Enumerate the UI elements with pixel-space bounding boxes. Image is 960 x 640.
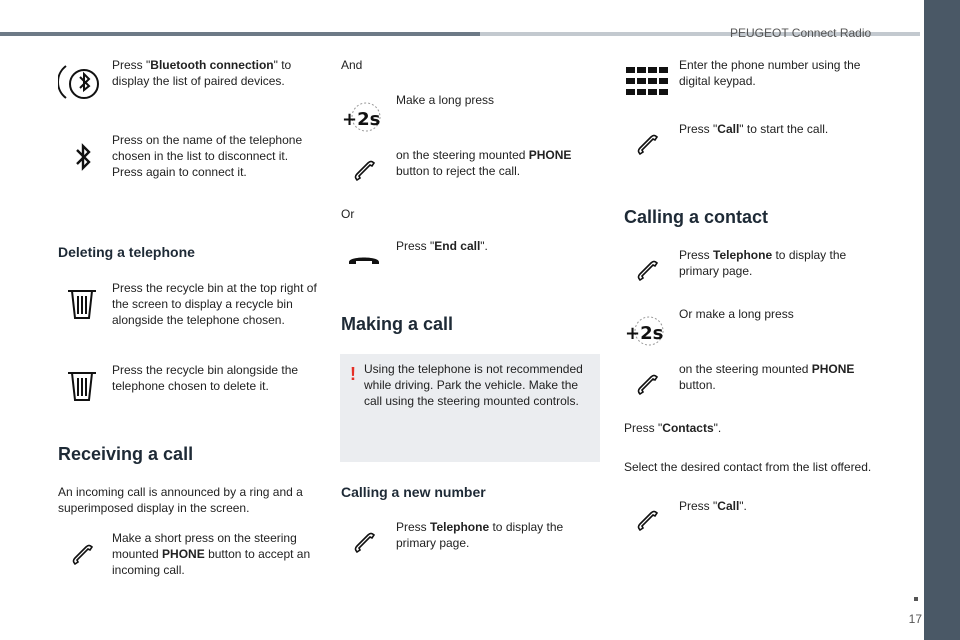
long-press-text: Make a long press [396, 93, 495, 107]
warning-icon: ! [350, 364, 356, 384]
receiving-heading: Receiving a call [58, 444, 194, 464]
incoming-text: An incoming call is announced by a ring and a superimposed display in the screen. [58, 485, 303, 515]
svg-text:+2s: +2s [625, 323, 664, 344]
keypad-icon [626, 67, 668, 95]
recycle-bin-icon-2 [67, 370, 97, 402]
disconnect-text: Press on the name of the telephone chosen in the list to disconnect it. Press again to connect it. [112, 133, 303, 179]
deleting-heading: Deleting a telephone [58, 244, 195, 260]
keypad-text: Enter the phone number using the digital keypad. [679, 58, 861, 88]
contact-heading: Calling a contact [624, 207, 769, 227]
reject-call-text: on the steering mounted PHONE button to reject the call. [396, 148, 572, 178]
phone-handset-icon-7 [635, 508, 661, 534]
telephone-text: Press Telephone to display the primary page. [396, 520, 564, 550]
phone-handset-icon-5 [635, 258, 661, 284]
header-rule [0, 32, 480, 36]
new-number-heading: Calling a new number [341, 484, 486, 500]
bluetooth-broadcast-icon [58, 60, 102, 104]
phone-handset-icon-2 [352, 158, 378, 184]
two-second-press-icon-2 [623, 314, 667, 348]
recycle-top-text: Press the recycle bin at the top right of the screen to display a recycle bin alongside the telephone chosen. [112, 281, 317, 327]
contact-telephone-text: Press Telephone to display the primary page. [679, 248, 847, 278]
warning-text: Using the telephone is not recommended while driving. Park the vehicle. Make the call using the steering mounted controls. [364, 362, 583, 408]
accept-call-text: Make a short press on the steering mounted PHONE button to accept an incoming call. [112, 531, 311, 577]
end-call-text: Press "End call". [396, 239, 488, 253]
start-call-text: Press "Call" to start the call. [679, 122, 829, 136]
recycle-bin-icon [67, 288, 97, 320]
phone-handset-icon [70, 542, 96, 568]
and-text: And [341, 58, 363, 72]
phone-handset-icon-3 [352, 530, 378, 556]
page-marker [914, 597, 918, 601]
contacts-text: Press "Contacts". [624, 421, 722, 435]
contact-long-press-text: Or make a long press [679, 307, 794, 321]
running-title: PEUGEOT Connect Radio [730, 26, 872, 40]
two-second-press-icon [340, 100, 384, 134]
side-tab [924, 0, 960, 640]
phone-handset-icon-6 [635, 372, 661, 398]
bluetooth-icon [74, 140, 92, 174]
final-call-text: Press "Call". [679, 499, 747, 513]
phone-handset-icon-4 [635, 132, 661, 158]
svg-text:+2s: +2s [342, 109, 381, 130]
page-number: 17 [908, 612, 922, 626]
end-call-icon [347, 252, 381, 266]
bluetooth-connection-text: Press "Bluetooth connection" to display the list of paired devices. [112, 58, 292, 88]
or-text: Or [341, 207, 355, 221]
phone-button-text: on the steering mounted PHONE button. [679, 362, 855, 392]
making-heading: Making a call [341, 314, 454, 334]
select-contact-text: Select the desired contact from the list offered. [624, 460, 872, 474]
recycle-along-text: Press the recycle bin alongside the telephone chosen to delete it. [112, 363, 299, 393]
